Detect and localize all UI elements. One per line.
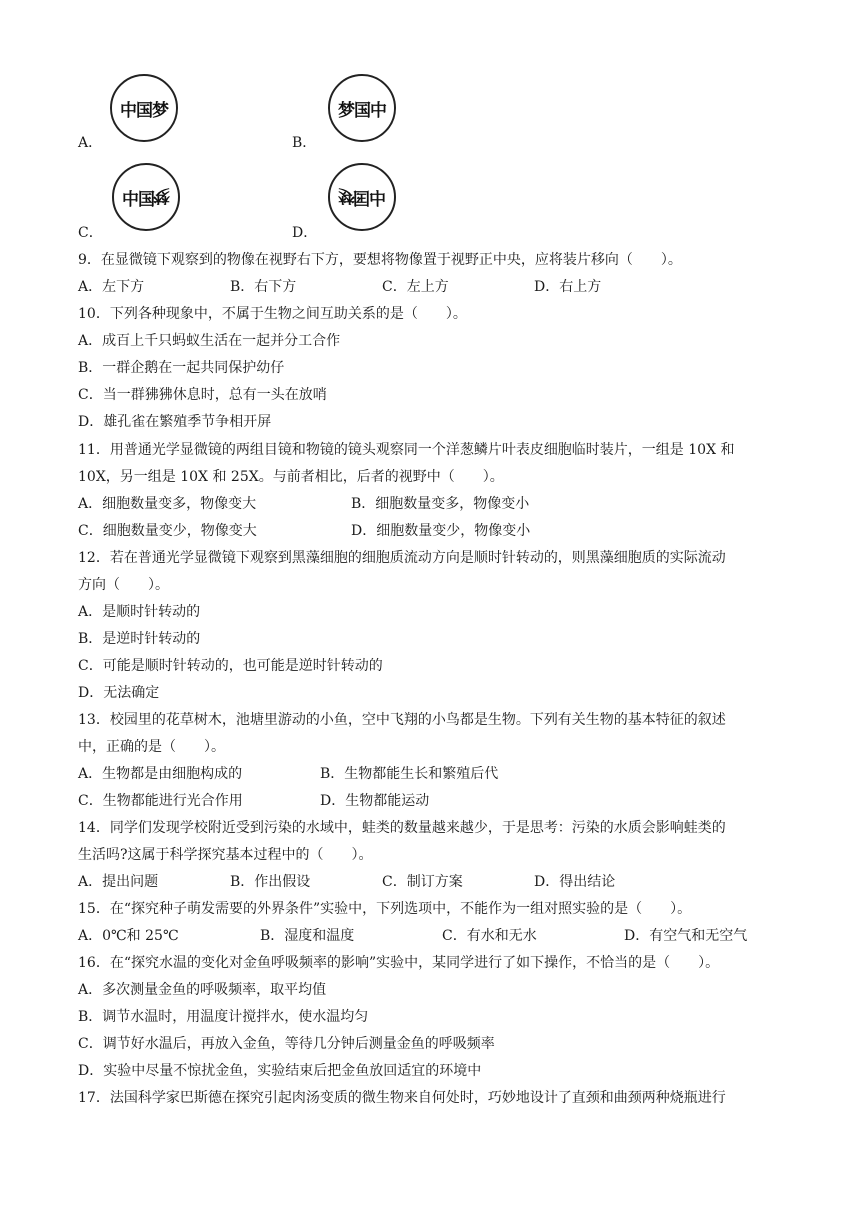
- q11-option-b: B．细胞数量变多，物像变小: [351, 496, 530, 512]
- q16-option-c: C．调节好水温后，再放入金鱼，等待几分钟后测量金鱼的呼吸频率: [78, 1036, 495, 1052]
- q15-option-b: B．湿度和温度: [260, 928, 355, 944]
- figure-b-circle: [328, 74, 396, 142]
- figure-a-label: A．: [78, 135, 103, 151]
- q17-stem-line1: 17．法国科学家巴斯德在探究引起肉汤变质的微生物来自何处时，巧妙地设计了直颈和曲颈两种烧瓶进行: [78, 1090, 726, 1106]
- figure-c-circle: [112, 163, 180, 231]
- figure-d-char-3: 梦: [338, 184, 354, 205]
- q16-option-a: A．多次测量金鱼的呼吸频率，取平均值: [78, 982, 327, 998]
- q10-stem: 10．下列各种现象中，不属于生物之间互助关系的是（ ）。: [78, 306, 467, 322]
- q10-option-b: B．一群企鹅在一起共同保护幼仔: [78, 360, 285, 376]
- figure-c-char-3: 梦: [154, 184, 170, 205]
- figure-d-label: D．: [292, 225, 318, 241]
- figure-a-circle: [110, 74, 178, 142]
- figure-c-char-1: 中: [122, 189, 138, 210]
- figure-d-char-2: 国: [354, 189, 370, 210]
- figure-c-label: C．: [78, 225, 103, 241]
- q11-option-c: C．细胞数量变少，物像变大: [78, 523, 257, 539]
- q10-option-d: D．雄孔雀在繁殖季节争相开屏: [78, 414, 272, 430]
- q9-option-b: B．右下方: [230, 279, 297, 295]
- q14-stem-line2: 生活吗?这属于科学探究基本过程中的（ ）。: [78, 847, 373, 863]
- q12-option-b: B．是逆时针转动的: [78, 631, 201, 647]
- q9-option-a: A．左下方: [78, 279, 145, 295]
- q13-option-a: A．生物都是由细胞构成的: [78, 766, 243, 782]
- q10-option-a: A．成百上千只蚂蚁生活在一起并分工合作: [78, 333, 341, 349]
- q14-option-b: B．作出假设: [230, 874, 311, 890]
- q15-stem: 15．在“探究种子萌发需要的外界条件”实验中，下列选项中，不能作为一组对照实验的是（ ）。: [78, 901, 692, 917]
- q14-stem-line1: 14．同学们发现学校附近受到污染的水域中，蛙类的数量越来越少，于是思考：污染的水质会影响蛙类的: [78, 820, 726, 836]
- figure-c-char-2: 国: [138, 189, 154, 210]
- q14-option-c: C．制订方案: [382, 874, 463, 890]
- q13-option-c: C．生物都能进行光合作用: [78, 793, 243, 809]
- figure-d-circle: [328, 163, 396, 231]
- q16-option-d: D．实验中尽量不惊扰金鱼，实验结束后把金鱼放回适宜的环境中: [78, 1063, 482, 1079]
- q13-option-d: D．生物都能运动: [320, 793, 430, 809]
- q12-stem-line1: 12．若在普通光学显微镜下观察到黑藻细胞的细胞质流动方向是顺时针转动的，则黑藻细胞质的实际流动: [78, 550, 726, 566]
- figure-b-label: B．: [292, 135, 317, 151]
- q15-option-c: C．有水和无水: [442, 928, 537, 944]
- q16-option-b: B．调节水温时，用温度计搅拌水，使水温均匀: [78, 1009, 369, 1025]
- q14-option-a: A．提出问题: [78, 874, 159, 890]
- figure-b-text: 梦国中: [338, 100, 386, 121]
- q12-option-c: C．可能是顺时针转动的，也可能是逆时针转动的: [78, 658, 383, 674]
- q13-option-b: B．生物都能生长和繁殖后代: [320, 766, 499, 782]
- q9-stem: 9．在显微镜下观察到的物像在视野右下方，要想将物像置于视野正中央，应将装片移向（ ）。: [78, 252, 682, 268]
- figure-d-char-1: 中: [370, 189, 386, 210]
- q15-option-a: A．0℃和 25℃: [78, 928, 179, 944]
- q12-option-d: D．无法确定: [78, 685, 160, 701]
- q13-stem-line2: 中，正确的是（ ）。: [78, 739, 225, 755]
- q15-option-d: D．有空气和无空气: [624, 928, 748, 944]
- q11-stem-line2: 10X，另一组是 10X 和 25X。与前者相比，后者的视野中（ ）。: [78, 469, 504, 485]
- q11-option-d: D．细胞数量变少，物像变小: [351, 523, 531, 539]
- q9-option-c: C．左上方: [382, 279, 449, 295]
- q14-option-d: D．得出结论: [534, 874, 616, 890]
- q12-option-a: A．是顺时针转动的: [78, 604, 201, 620]
- q12-stem-line2: 方向（ ）。: [78, 577, 169, 593]
- q9-option-d: D．右上方: [534, 279, 602, 295]
- figure-a-text: 中国梦: [120, 100, 168, 121]
- q11-stem-line1: 11．用普通光学显微镜的两组目镜和物镜的镜头观察同一个洋葱鳞片叶表皮细胞临时装片，一组是 10X 和: [78, 442, 735, 458]
- q11-option-a: A．细胞数量变多，物像变大: [78, 496, 257, 512]
- q10-option-c: C．当一群狒狒休息时，总有一头在放哨: [78, 387, 327, 403]
- q16-stem: 16．在“探究水温的变化对金鱼呼吸频率的影响”实验中，某同学进行了如下操作，不恰当的是（ ）。: [78, 955, 720, 971]
- q13-stem-line1: 13．校园里的花草树木，池塘里游动的小鱼，空中飞翔的小鸟都是生物。下列有关生物的基本特征的叙述: [78, 712, 726, 728]
